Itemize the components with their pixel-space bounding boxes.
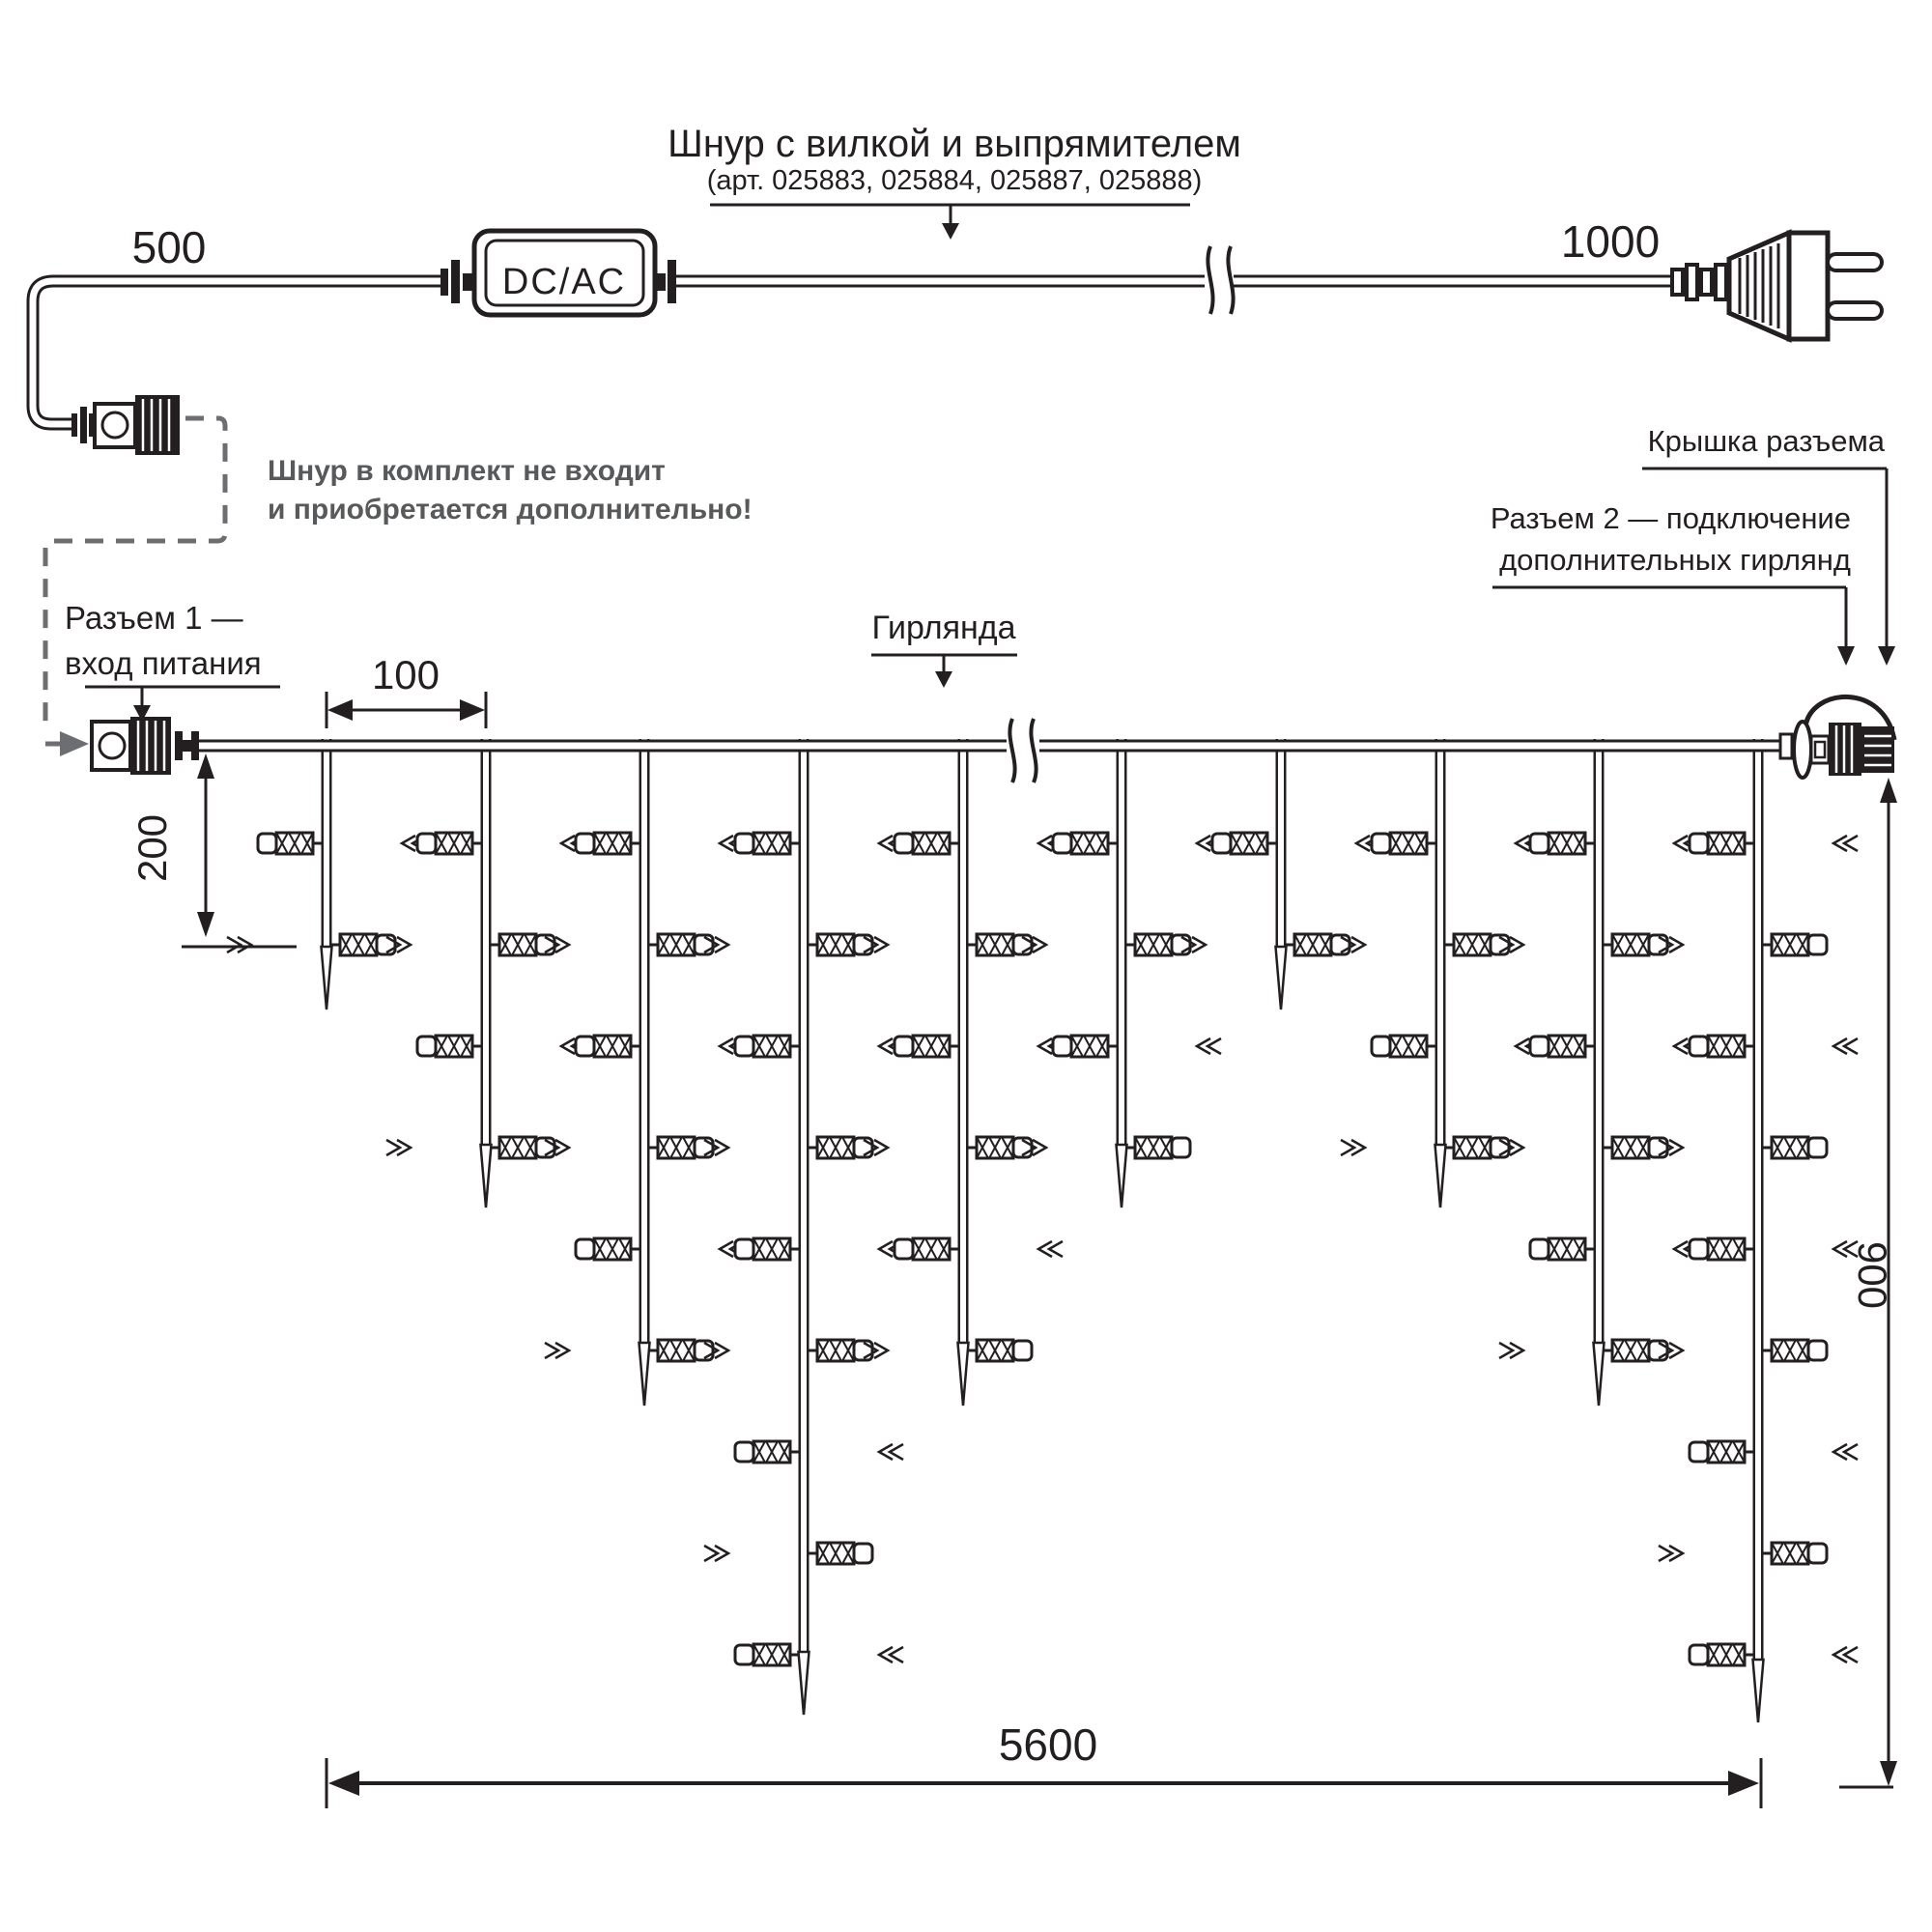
dcac-label: DC/AC xyxy=(501,262,627,302)
dim-1000-label: 1000 xyxy=(1560,216,1661,267)
dim-arrow-icon xyxy=(460,699,485,721)
dcac-converter-box xyxy=(440,231,676,315)
icicle-drop xyxy=(227,739,426,1009)
dim-arrow-icon xyxy=(1880,778,1897,803)
led-bulb xyxy=(545,1340,713,1361)
led-bulb xyxy=(1022,1137,1190,1158)
connector1-line2: вход питания xyxy=(65,645,262,681)
dim-arrow-icon xyxy=(328,1771,359,1796)
drop-tip-icon xyxy=(639,1343,650,1406)
icicle-drop xyxy=(1022,739,1221,1208)
led-bulb xyxy=(576,1036,744,1057)
drop-tip-icon xyxy=(1117,1145,1127,1208)
led-bulb xyxy=(735,1441,903,1463)
led-bulb xyxy=(704,1543,872,1564)
connector2-arrow-icon xyxy=(1837,646,1855,666)
led-bulb xyxy=(258,833,426,854)
led-bulb xyxy=(1212,833,1380,854)
dim-500-label: 500 xyxy=(131,222,207,272)
led-bulb xyxy=(1530,833,1698,854)
plug-prong-icon xyxy=(1828,302,1882,319)
led-bulb xyxy=(576,833,744,854)
icicle-drop xyxy=(1499,739,1698,1406)
drop-tip-icon xyxy=(481,1145,492,1208)
led-bulb xyxy=(1181,934,1350,955)
garland-input-connector xyxy=(92,717,199,775)
led-bulb xyxy=(417,1036,585,1057)
garland-label-text: Гирлянда xyxy=(871,610,1016,646)
dim-200-label: 200 xyxy=(129,813,175,883)
led-bulb xyxy=(1499,1340,1667,1361)
icicle-drop xyxy=(1181,739,1380,1009)
led-bulb xyxy=(1659,1543,1827,1564)
garland-output-connector xyxy=(1780,696,1894,778)
led-bulb xyxy=(895,1238,1063,1260)
led-bulb xyxy=(386,1137,554,1158)
cord-power-connector xyxy=(71,395,180,455)
led-bulb xyxy=(1659,1137,1827,1158)
cord-break-icon xyxy=(1208,246,1212,314)
led-bulb xyxy=(1530,1238,1698,1260)
note-line1: Шнур в комплект не входит xyxy=(268,455,666,487)
dim-100 xyxy=(327,652,486,728)
led-bulb xyxy=(864,1137,1032,1158)
dim-arrow-icon xyxy=(1728,1771,1759,1796)
dim-arrow-icon xyxy=(197,912,214,937)
connector2-line1: Разъем 2 — подключение xyxy=(1490,501,1851,535)
connector1-label xyxy=(65,600,280,722)
not-included-dashed-cord xyxy=(45,418,753,756)
drop-tip-icon xyxy=(1594,1343,1605,1406)
led-bulb xyxy=(735,833,903,854)
led-bulb xyxy=(1659,934,1827,955)
icicle-drop xyxy=(704,739,903,1715)
icicle-drop xyxy=(386,739,585,1208)
led-bulb xyxy=(735,1036,903,1057)
diagram-subtitle: (арт. 025883, 025884, 025887, 025888) xyxy=(706,165,1203,196)
title-leader-arrow-icon xyxy=(942,223,959,240)
drop-tip-icon xyxy=(799,1652,810,1715)
icicle-drop xyxy=(864,739,1063,1406)
dim-arrow-icon xyxy=(1880,1761,1897,1786)
connector2-line2: дополнительных гирлянд xyxy=(1499,543,1851,577)
dim-900 xyxy=(1839,778,1897,1787)
led-bulb xyxy=(1499,1137,1667,1158)
led-bulb xyxy=(704,1340,872,1361)
cap-label-text: Крышка разъема xyxy=(1647,424,1885,458)
dashed-cord-arrow-icon xyxy=(60,731,89,756)
led-bulb xyxy=(895,1036,1063,1057)
mains-plug xyxy=(1672,233,1882,339)
led-bulb xyxy=(1053,1036,1221,1057)
led-bulb xyxy=(1690,1238,1858,1260)
dim-arrow-icon xyxy=(327,699,353,721)
led-bulb xyxy=(1372,1036,1540,1057)
led-bulb xyxy=(704,934,872,955)
led-bulb xyxy=(545,1137,713,1158)
led-bulb xyxy=(417,833,585,854)
icicle-drop xyxy=(545,739,744,1406)
dim-5600-label: 5600 xyxy=(998,1719,1098,1770)
led-bulb xyxy=(735,1644,903,1665)
led-bulb xyxy=(1690,833,1858,854)
wire-break-icon xyxy=(1031,719,1036,782)
led-bulb xyxy=(1530,1036,1698,1057)
cord-break-icon xyxy=(1228,246,1233,314)
led-bulb xyxy=(1341,934,1509,955)
led-bulb xyxy=(1372,833,1540,854)
led-bulb xyxy=(576,1238,744,1260)
led-bulb xyxy=(227,934,395,955)
dim-100-label: 100 xyxy=(371,652,440,697)
led-bulb xyxy=(704,1137,872,1158)
led-bulb xyxy=(735,1238,903,1260)
connector1-line1: Разъем 1 — xyxy=(65,600,243,636)
icicle-drop xyxy=(1341,739,1540,1208)
garland-wire xyxy=(198,719,1782,782)
led-bulb xyxy=(386,934,554,955)
garland-label xyxy=(871,610,1017,688)
wire-break-icon xyxy=(1009,719,1014,782)
led-bulb xyxy=(1499,934,1667,955)
led-bulb xyxy=(1053,833,1221,854)
dim-5600 xyxy=(327,1719,1761,1808)
icicle-drop xyxy=(1659,739,1858,1722)
led-bulb xyxy=(1690,1644,1858,1665)
led-bulb xyxy=(864,934,1032,955)
drop-tip-icon xyxy=(958,1343,969,1406)
note-line2: и приобретается дополнительно! xyxy=(268,494,753,526)
drop-tip-icon xyxy=(322,947,332,1009)
drop-tip-icon xyxy=(1753,1660,1764,1722)
drop-tip-icon xyxy=(1276,947,1287,1009)
plug-prong-icon xyxy=(1828,254,1882,270)
led-bulb xyxy=(1690,1441,1858,1463)
cord-right xyxy=(676,216,1675,314)
led-bulb xyxy=(895,833,1063,854)
garland-arrow-icon xyxy=(935,671,952,688)
led-bulb xyxy=(1022,934,1190,955)
led-bulb xyxy=(864,1340,1032,1361)
led-bulb xyxy=(1659,1340,1827,1361)
led-bulb xyxy=(545,934,713,955)
drop-tip-icon xyxy=(1435,1145,1446,1208)
dim-arrow-icon xyxy=(197,753,214,779)
led-bulb xyxy=(1690,1036,1858,1057)
cap-arrow-icon xyxy=(1878,646,1895,666)
title-block xyxy=(668,123,1241,240)
cord-left xyxy=(33,222,442,424)
dim-900-label: 900 xyxy=(1850,1240,1895,1310)
diagram-title: Шнур с вилкой и выпрямителем xyxy=(668,123,1241,165)
connector2-label xyxy=(1491,501,1855,666)
garland-drops xyxy=(227,739,1858,1722)
led-bulb xyxy=(1341,1137,1509,1158)
